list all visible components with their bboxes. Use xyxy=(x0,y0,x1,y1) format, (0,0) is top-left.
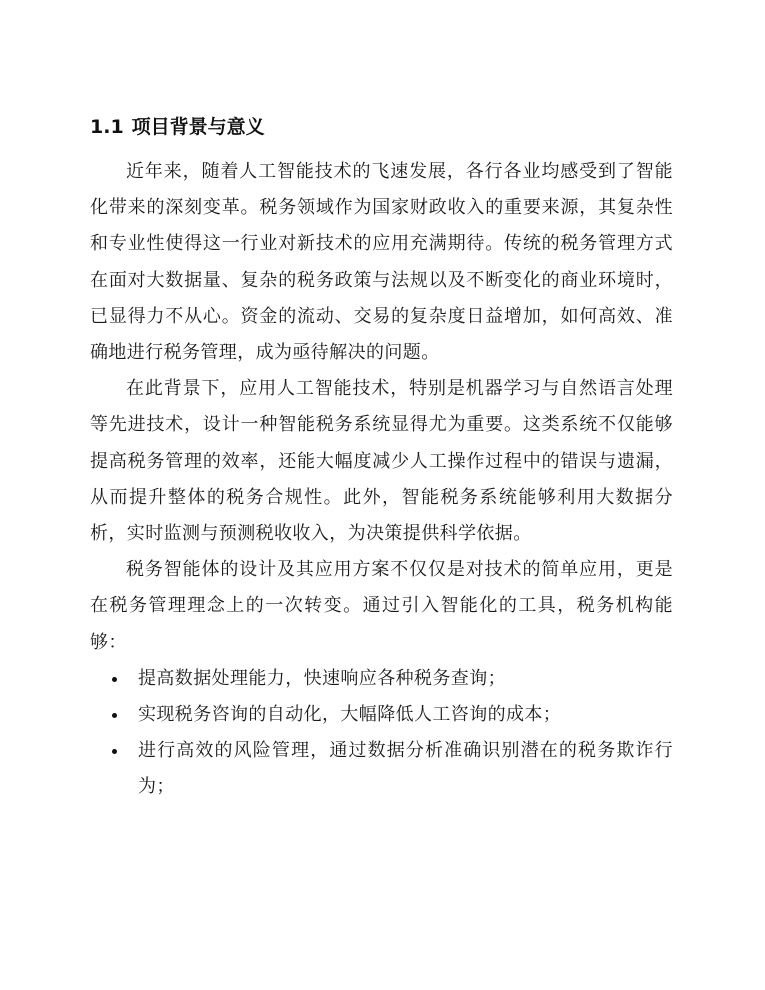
list-item-text: 进行高效的风险管理，通过数据分析准确识别潜在的税务欺诈行为； xyxy=(138,740,673,798)
section-number: 1.1 xyxy=(90,116,124,138)
paragraph-3: 税务智能体的设计及其应用方案不仅仅是对技术的简单应用，更是在税务管理理念上的一次转变。通过引入智能化的工具，税务机构能够： xyxy=(90,559,673,653)
bullet-dot-icon xyxy=(112,749,117,754)
bullet-dot-icon xyxy=(112,677,117,682)
list-item xyxy=(90,661,673,697)
list-item-text: 实现税务咨询的自动化，大幅降低人工咨询的成本； xyxy=(138,704,562,726)
section-title: 项目背景与意义 xyxy=(131,116,265,138)
body-text xyxy=(90,154,673,806)
list-item xyxy=(90,733,673,805)
section-heading xyxy=(90,113,265,141)
bullet-dot-icon xyxy=(112,713,117,718)
paragraph-2: 在此背景下，应用人工智能技术，特别是机器学习与自然语言处理等先进技术，设计一种智能税务系统显得尤为重要。这类系统不仅能够提高税务管理的效率，还能大幅度减少人工操作过程中的错误与遗漏，从而提升整体的税务合规性。此外，智能税务系统能够利用大数据分析，实时监测与预测税收收入，为决策提供科学依据。 xyxy=(90,378,673,545)
paragraph-1: 近年来，随着人工智能技术的飞速发展，各行各业均感受到了智能化带来的深刻变革。税务领域作为国家财政收入的重要来源，其复杂性和专业性使得这一行业对新技术的应用充满期待。传统的税务管理方式在面对大数据量、复杂的税务政策与法规以及不断变化的商业环境时，已显得力不从心。资金的流动、交易的复杂度日益增加，如何高效、准确地进行税务管理，成为亟待解决的问题。 xyxy=(90,161,673,364)
list-item-text: 提高数据处理能力，快速响应各种税务查询； xyxy=(138,667,506,689)
bullet-list xyxy=(90,661,673,806)
list-item xyxy=(90,697,673,733)
